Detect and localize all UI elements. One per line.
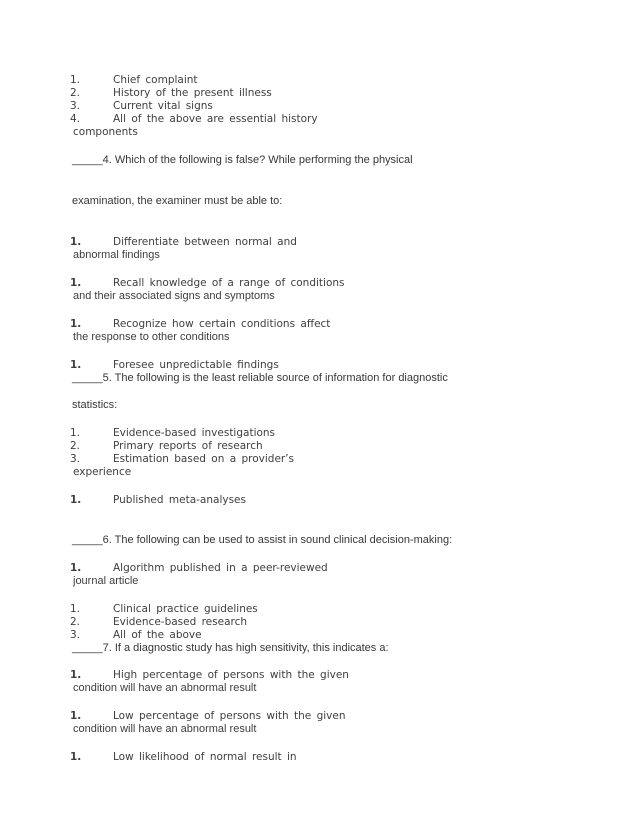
list-number: 1. [70,236,82,248]
question-6-stem-line1: _____6. The following can be used to assist in sound clinical decision-making: [72,534,453,546]
list-number: 2. [70,440,81,452]
list-text: Primary reports of research [113,440,263,452]
list-text: Evidence-based investigations [113,427,276,439]
list-item [70,669,582,682]
list-item [70,616,582,629]
question-5-stem-line2: statistics: [72,399,118,411]
list-number: 1. [70,562,82,574]
list-text: Estimation based on a provider’s [113,453,295,465]
q5-options-list [70,427,582,479]
list-item [70,277,582,290]
list-item [70,113,582,126]
list-text: Differentiate between normal and [113,236,297,248]
list-text: Current vital signs [113,100,213,112]
list-number: 4. [70,113,81,125]
list-text: Recognize how certain conditions affect [113,318,331,330]
list-text: Recall knowledge of a range of conditions [113,277,345,289]
list-item [70,359,582,372]
list-item [70,751,582,764]
list-text: High percentage of persons with the given [113,669,349,681]
list-text: Low likelihood of normal result in [113,751,297,763]
list-text-continuation: condition will have an abnormal result [73,682,257,694]
list-item [70,74,582,87]
list-text-continuation: condition will have an abnormal result [73,723,257,735]
list-text-continuation: and their associated signs and symptoms [73,290,275,302]
list-number: 3. [70,453,81,465]
question-4-stem-line2: examination, the examiner must be able to: [72,195,283,207]
list-item [70,427,582,440]
list-number: 1. [70,494,82,506]
list-number: 1. [70,277,82,289]
list-text: Clinical practice guidelines [113,603,258,615]
list-text: History of the present illness [113,87,272,99]
list-number: 1. [70,427,81,439]
list-number: 1. [70,74,81,86]
list-item [70,87,582,100]
list-number: 2. [70,87,81,99]
list-text: All of the above [113,629,202,641]
list-text: Foresee unpredictable findings [113,359,279,371]
list-item [70,236,582,249]
question-4-stem-line1: _____4. Which of the following is false? While performing the physical [72,154,413,166]
list-number: 1. [70,751,82,763]
list-item [70,562,582,575]
list-item [70,100,582,113]
list-number: 1. [70,710,82,722]
list-text: Low percentage of persons with the given [113,710,346,722]
list-text-continuation: the response to other conditions [73,331,230,343]
list-item [70,453,582,466]
list-text: Published meta-analyses [113,494,246,506]
list-item [70,440,582,453]
list-text-continuation: journal article [73,575,139,587]
list-item [70,318,582,331]
list-number: 3. [70,100,81,112]
question-7-stem-line1: _____7. If a diagnostic study has high sensitivity, this indicates a: [72,642,389,654]
list-text: Chief complaint [113,74,198,86]
list-number: 1. [70,318,82,330]
list-number: 1. [70,603,81,615]
list-text: Evidence-based research [113,616,248,628]
question-5-stem-line1: _____5. The following is the least reliable source of information for diagnostic [72,372,448,384]
list-item [70,603,582,616]
list-text-continuation: experience [73,466,132,478]
list-number: 2. [70,616,81,628]
list-number: 1. [70,669,82,681]
q6-options-list [70,603,582,642]
list-text-continuation: abnormal findings [73,249,160,261]
list-text: All of the above are essential history [113,113,318,125]
list-text-continuation: components [73,126,138,138]
list-text: Algorithm published in a peer-reviewed [113,562,328,574]
list-item [70,629,582,642]
list-item [70,710,582,723]
list-number: 3. [70,629,81,641]
list-item [70,494,582,507]
q3-options-list [70,74,582,139]
list-number: 1. [70,359,82,371]
